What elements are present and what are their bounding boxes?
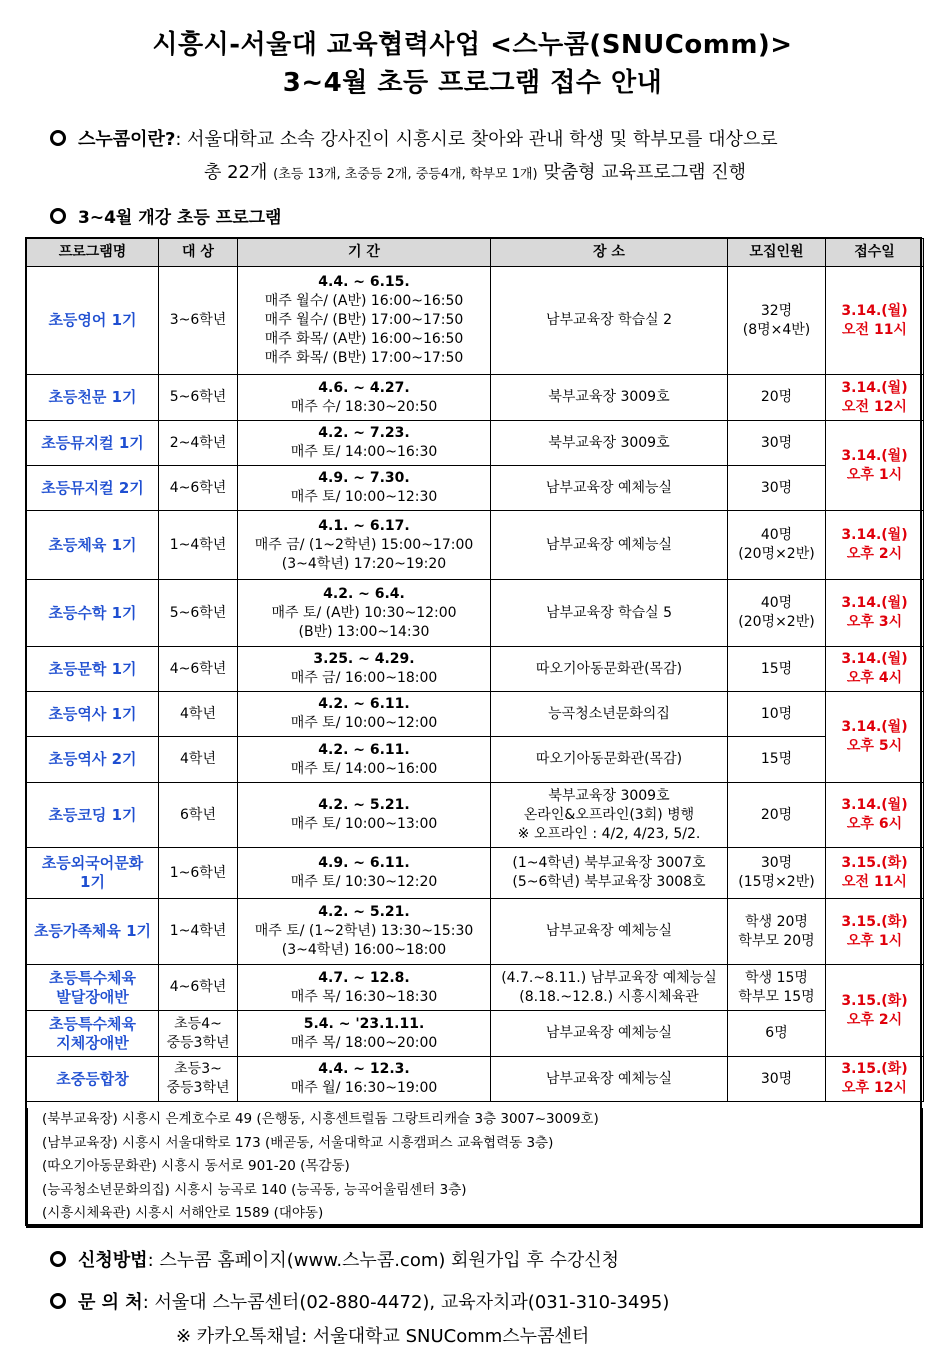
- program-name: 초등특수체육 발달장애반: [27, 965, 159, 1011]
- program-date: 3.14.(월) 오후 3시: [826, 580, 924, 647]
- program-count: 15명: [728, 647, 826, 692]
- program-date: 3.14.(월) 오전 11시: [826, 267, 924, 375]
- page-subtitle: 3~4월 초등 프로그램 접수 안내: [282, 68, 663, 98]
- header-date: 접수일: [826, 239, 924, 267]
- period-schedule: 매주 목/ 18:00~20:00: [290, 1034, 438, 1051]
- program-target: 5~6학년: [159, 580, 238, 647]
- header-period: 기 간: [238, 239, 491, 267]
- bullet-icon: [50, 130, 66, 146]
- program-target: 4~6학년: [159, 466, 238, 511]
- header-target: 대 상: [159, 239, 238, 267]
- program-date: 3.15.(화) 오후 1시: [826, 899, 924, 965]
- program-count: 학생 15명 학부모 15명: [728, 965, 826, 1011]
- period-range: 4.7. ~ 12.8.: [318, 969, 410, 986]
- table-row: [27, 692, 924, 737]
- apply-line: [50, 1246, 619, 1272]
- program-place: 남부교육장 예체능실: [491, 1011, 728, 1057]
- program-target: 5~6학년: [159, 375, 238, 421]
- program-place: 남부교육장 예체능실: [491, 899, 728, 965]
- period-schedule: 매주 금/ 16:00~18:00: [290, 670, 438, 686]
- period-schedule: 매주 수/ 18:30~20:50: [290, 398, 438, 415]
- program-name: 초등역사 1기: [27, 692, 159, 737]
- bullet-icon: [50, 1251, 66, 1267]
- program-period: [238, 899, 491, 965]
- program-count: 40명 (20명×2반): [728, 580, 826, 647]
- table-row: [27, 965, 924, 1011]
- program-place: 남부교육장 학습실 2: [491, 267, 728, 375]
- program-table: [26, 238, 924, 1102]
- header-count: 모집인원: [728, 239, 826, 267]
- program-target: 4학년: [159, 692, 238, 737]
- program-date: 3.14.(월) 오후 1시: [826, 421, 924, 511]
- period-range: 4.2. ~ 7.23.: [318, 425, 410, 441]
- program-period: [238, 783, 491, 848]
- program-name: 초등문학 1기: [27, 647, 159, 692]
- program-count: 30명 (15명×2반): [728, 848, 826, 899]
- program-period: [238, 692, 491, 737]
- program-name: 초중등합창: [27, 1057, 159, 1102]
- period-range: 4.2. ~ 6.11.: [318, 696, 410, 712]
- period-range: 4.9. ~ 7.30.: [318, 470, 410, 486]
- period-schedule: 매주 화목/ (A반) 16:00~16:50: [264, 331, 464, 347]
- program-count: 20명: [728, 783, 826, 848]
- address-line: (북부교육장) 시흥시 은계호수로 49 (은행동, 시흥센트럴돔 그랑트리캐슬 3층 3007~3009호): [42, 1111, 599, 1127]
- program-target: 4~6학년: [159, 647, 238, 692]
- program-place: 남부교육장 예체능실: [491, 511, 728, 580]
- program-place: 북부교육장 3009호 온라인&오프라인(3회) 병행 ※ 오프라인 : 4/2, 4/23, 5/2.: [491, 783, 728, 848]
- period-range: 5.4. ~ '23.1.11.: [303, 1015, 425, 1032]
- period-schedule: 매주 월수/ (A반) 16:00~16:50: [264, 293, 464, 309]
- contact-line: [50, 1288, 669, 1314]
- table-row: [27, 580, 924, 647]
- intro-text: : 서울대학교 소속 강사진이 시흥시로 찾아와 관내 학생 및 학부모를 대상으로: [175, 129, 778, 150]
- period-schedule: 매주 토/ 10:00~12:30: [290, 489, 438, 505]
- period-schedule: 매주 토/ 10:00~13:00: [290, 816, 438, 832]
- table-row: [27, 783, 924, 848]
- period-range: 4.4. ~ 6.15.: [318, 274, 410, 290]
- program-name: 초등뮤지컬 2기: [27, 466, 159, 511]
- program-place: 남부교육장 학습실 5: [491, 580, 728, 647]
- address-line: (따오기아동문화관) 시흥시 동서로 901-20 (목감동): [42, 1158, 350, 1174]
- program-period: [238, 647, 491, 692]
- period-schedule: 매주 월/ 16:30~19:00: [290, 1080, 438, 1096]
- address-line: (남부교육장) 시흥시 서울대학로 173 (배곧동, 서울대학교 시흥캠퍼스 교육협력동 3층): [42, 1134, 554, 1151]
- program-date: 3.14.(월) 오전 12시: [826, 375, 924, 421]
- program-count: 15명: [728, 737, 826, 783]
- program-place: 북부교육장 3009호: [491, 421, 728, 466]
- period-schedule: 매주 토/ 10:30~12:20: [290, 874, 438, 890]
- program-place: 따오기아동문화관(목감): [491, 737, 728, 783]
- program-name: 초등특수체육 지체장애반: [27, 1011, 159, 1057]
- program-target: 2~4학년: [159, 421, 238, 466]
- program-date: 3.14.(월) 오후 5시: [826, 692, 924, 783]
- intro-suffix: 맞춤형 교육프로그램 진행: [537, 162, 747, 183]
- program-place: 남부교육장 예체능실: [491, 1057, 728, 1102]
- period-schedule: 매주 토/ 10:00~12:00: [290, 715, 438, 731]
- program-target: 1~4학년: [159, 511, 238, 580]
- program-name: 초등천문 1기: [27, 375, 159, 421]
- period-schedule: 매주 금/ (1~2학년) 15:00~17:00: [254, 536, 474, 553]
- program-target: 1~4학년: [159, 899, 238, 965]
- period-range: 4.2. ~ 6.11.: [318, 741, 410, 758]
- table-row: [27, 511, 924, 580]
- table-row: [27, 899, 924, 965]
- apply-text: : 스누콤 홈페이지(www.스누콤.com) 회원가입 후 수강신청: [147, 1250, 620, 1271]
- contact-text: : 서울대 스누콤센터(02-880-4472), 교육자치과(031-310-3495): [142, 1292, 670, 1313]
- program-period: [238, 1057, 491, 1102]
- table-row: [27, 421, 924, 466]
- table-header-row: [27, 239, 924, 267]
- program-target: 초등3~ 중등3학년: [159, 1057, 238, 1102]
- apply-label: 신청방법: [78, 1250, 148, 1271]
- program-period: [238, 466, 491, 511]
- program-period: [238, 737, 491, 783]
- table-row: [27, 737, 924, 783]
- program-date: 3.14.(월) 오후 6시: [826, 783, 924, 848]
- program-date: 3.15.(화) 오후 12시: [826, 1057, 924, 1102]
- intro-line: [50, 125, 778, 151]
- period-range: 4.9. ~ 6.11.: [318, 855, 410, 871]
- program-count: 6명: [728, 1011, 826, 1057]
- table-row: [27, 267, 924, 375]
- program-target: 4학년: [159, 737, 238, 783]
- program-name: 초등영어 1기: [27, 267, 159, 375]
- program-date: 3.14.(월) 오후 2시: [826, 511, 924, 580]
- table-row: [27, 647, 924, 692]
- program-count: 30명: [728, 466, 826, 511]
- program-period: [238, 511, 491, 580]
- program-target: 초등4~ 중등3학년: [159, 1011, 238, 1057]
- header-program: 프로그램명: [27, 239, 159, 267]
- period-range: 4.2. ~ 6.4.: [323, 585, 405, 602]
- section-heading: [50, 203, 281, 228]
- program-target: 3~6학년: [159, 267, 238, 375]
- period-schedule: 매주 월수/ (B반) 17:00~17:50: [264, 312, 464, 328]
- header-place: 장 소: [491, 239, 728, 267]
- program-target: 4~6학년: [159, 965, 238, 1011]
- program-period: [238, 848, 491, 899]
- program-name: 초등체육 1기: [27, 511, 159, 580]
- program-date: 3.15.(화) 오전 11시: [826, 848, 924, 899]
- intro-breakdown: (초등 13개, 초중등 2개, 중등4개, 학부모 1개): [273, 167, 538, 182]
- program-name: 초등뮤지컬 1기: [27, 421, 159, 466]
- program-count: 30명: [728, 421, 826, 466]
- period-range: 4.4. ~ 12.3.: [318, 1061, 410, 1077]
- program-period: [238, 580, 491, 647]
- program-name: 초등외국어문화 1기: [27, 848, 159, 899]
- table-row: [27, 375, 924, 421]
- kakao-line: ※ 카카오톡채널: 서울대학교 SNUComm스누콤센터: [176, 1326, 590, 1347]
- program-period: [238, 267, 491, 375]
- period-range: 4.2. ~ 5.21.: [318, 797, 410, 813]
- program-place: (4.7.~8.11.) 남부교육장 예체능실 (8.18.~12.8.) 시흥시체육관: [491, 965, 728, 1011]
- program-place: (1~4학년) 북부교육장 3007호 (5~6학년) 북부교육장 3008호: [491, 848, 728, 899]
- period-schedule: 매주 화목/ (B반) 17:00~17:50: [264, 350, 464, 366]
- program-date: 3.15.(화) 오후 2시: [826, 965, 924, 1057]
- program-count: 20명: [728, 375, 826, 421]
- intro-label: 스누콤이란?: [78, 129, 176, 150]
- program-target: 1~6학년: [159, 848, 238, 899]
- program-name: 초등가족체육 1기: [27, 899, 159, 965]
- period-schedule: 매주 토/ (A반) 10:30~12:00: [271, 604, 457, 621]
- program-name: 초등역사 2기: [27, 737, 159, 783]
- program-place: 능곡청소년문화의집: [491, 692, 728, 737]
- period-range: 3.25. ~ 4.29.: [313, 651, 415, 667]
- program-date: 3.14.(월) 오후 4시: [826, 647, 924, 692]
- table-row: [27, 466, 924, 511]
- contact-label: 문 의 처: [78, 1292, 143, 1313]
- bullet-icon: [50, 1293, 66, 1309]
- program-place: 북부교육장 3009호: [491, 375, 728, 421]
- program-period: [238, 1011, 491, 1057]
- program-name: 초등수학 1기: [27, 580, 159, 647]
- period-schedule: 매주 토/ 14:00~16:30: [290, 444, 438, 460]
- program-place: 남부교육장 예체능실: [491, 466, 728, 511]
- period-schedule: (3~4학년) 17:20~19:20: [281, 555, 447, 572]
- address-box: [26, 1108, 923, 1228]
- period-range: 4.1. ~ 6.17.: [318, 517, 410, 534]
- period-schedule: 매주 토/ (1~2학년) 13:30~15:30: [254, 923, 474, 939]
- program-period: [238, 965, 491, 1011]
- bullet-icon: [50, 208, 66, 224]
- period-schedule: (B반) 13:00~14:30: [298, 623, 430, 640]
- program-count: 40명 (20명×2반): [728, 511, 826, 580]
- section-title: 3~4월 개강 초등 프로그램: [78, 208, 282, 228]
- program-name: 초등코딩 1기: [27, 783, 159, 848]
- intro-total: 총 22개: [204, 162, 274, 183]
- period-schedule: 매주 토/ 14:00~16:00: [290, 760, 438, 777]
- table-row: [27, 848, 924, 899]
- program-place: 따오기아동문화관(목감): [491, 647, 728, 692]
- program-count: 학생 20명 학부모 20명: [728, 899, 826, 965]
- intro-line-2: [204, 158, 746, 184]
- address-line: (시흥시체육관) 시흥시 서해안로 1589 (대야동): [42, 1205, 324, 1221]
- program-count: 30명: [728, 1057, 826, 1102]
- table-row: [27, 1011, 924, 1057]
- page-title: 시흥시-서울대 교육협력사업 <스누콤(SNUComm)>: [152, 30, 793, 60]
- address-line: (능곡청소년문화의집) 시흥시 능곡로 140 (능곡동, 능곡어울림센터 3층): [42, 1181, 467, 1198]
- period-range: 4.6. ~ 4.27.: [318, 379, 410, 396]
- program-period: [238, 421, 491, 466]
- program-target: 6학년: [159, 783, 238, 848]
- period-schedule: (3~4학년) 16:00~18:00: [281, 942, 447, 958]
- program-count: 10명: [728, 692, 826, 737]
- program-period: [238, 375, 491, 421]
- period-range: 4.2. ~ 5.21.: [318, 904, 410, 920]
- program-count: 32명 (8명×4반): [728, 267, 826, 375]
- period-schedule: 매주 목/ 16:30~18:30: [290, 988, 438, 1005]
- table-row: [27, 1057, 924, 1102]
